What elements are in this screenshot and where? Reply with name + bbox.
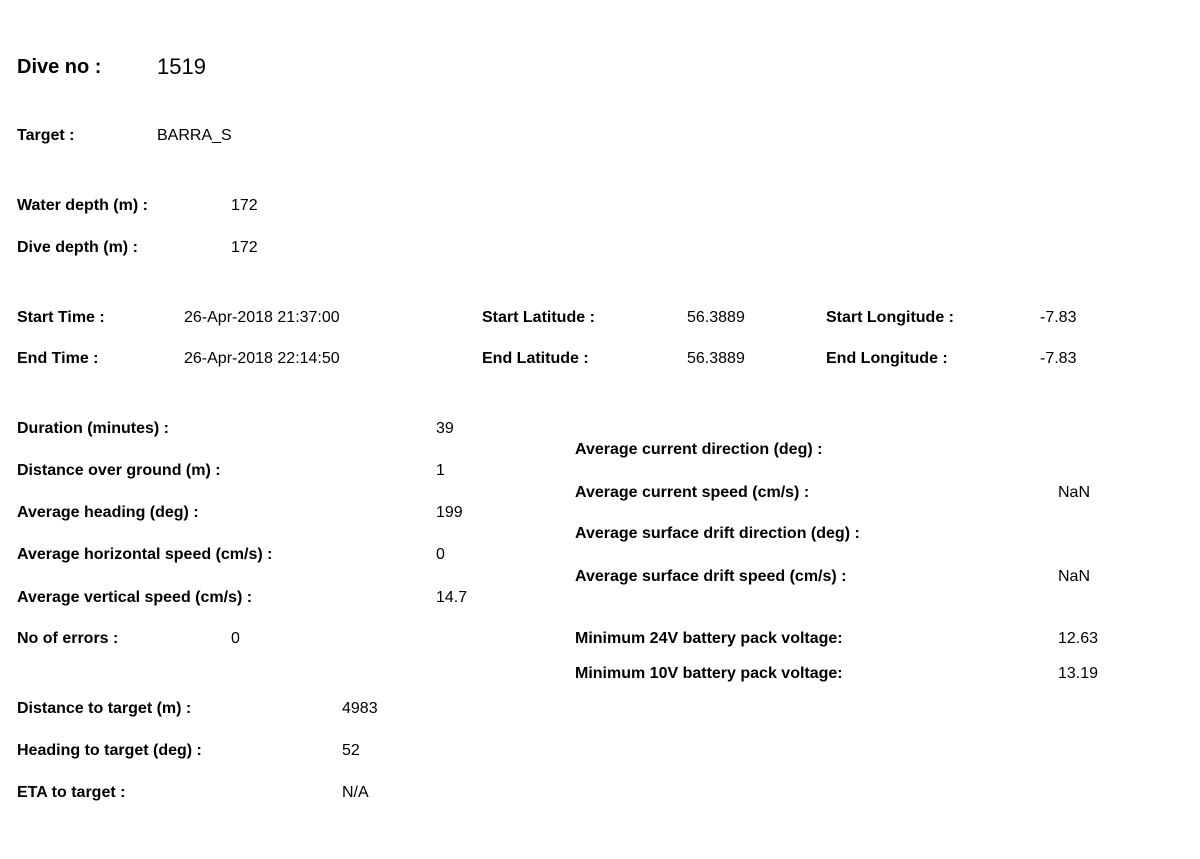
end-time-label: End Time : bbox=[17, 350, 99, 367]
average-horizontal-speed-value: 0 bbox=[436, 546, 445, 563]
end-latitude-label: End Latitude : bbox=[482, 350, 589, 367]
duration-label: Duration (minutes) : bbox=[17, 420, 169, 437]
average-heading-value: 199 bbox=[436, 504, 463, 521]
water-depth-value: 172 bbox=[231, 197, 258, 214]
no-of-errors-value: 0 bbox=[231, 630, 240, 647]
target-label: Target : bbox=[17, 127, 75, 144]
average-current-speed-value: NaN bbox=[1058, 484, 1091, 501]
average-horizontal-speed-label: Average horizontal speed (cm/s) : bbox=[17, 546, 273, 563]
min-24v-battery-value: 12.63 bbox=[1058, 630, 1099, 647]
start-longitude-value: -7.83 bbox=[1040, 309, 1077, 326]
average-current-direction-label: Average current direction (deg) : bbox=[575, 441, 823, 458]
start-latitude-value: 56.3889 bbox=[687, 309, 745, 326]
average-surface-drift-direction-label: Average surface drift direction (deg) : bbox=[575, 525, 860, 542]
average-vertical-speed-value: 14.7 bbox=[436, 589, 468, 606]
heading-to-target-label: Heading to target (deg) : bbox=[17, 742, 202, 759]
no-of-errors-label: No of errors : bbox=[17, 630, 119, 647]
water-depth-label: Water depth (m) : bbox=[17, 197, 148, 214]
start-time-value: 26-Apr-2018 21:37:00 bbox=[184, 309, 340, 326]
average-current-speed-label: Average current speed (cm/s) : bbox=[575, 484, 810, 501]
distance-to-target-value: 4983 bbox=[342, 700, 378, 717]
start-time-label: Start Time : bbox=[17, 309, 105, 326]
end-time-value: 26-Apr-2018 22:14:50 bbox=[184, 350, 340, 367]
distance-over-ground-value: 1 bbox=[436, 462, 445, 479]
distance-over-ground-label: Distance over ground (m) : bbox=[17, 462, 221, 479]
end-longitude-label: End Longitude : bbox=[826, 350, 948, 367]
dive-no-label: Dive no : bbox=[17, 56, 102, 78]
eta-to-target-label: ETA to target : bbox=[17, 784, 126, 801]
dive-depth-value: 172 bbox=[231, 239, 258, 256]
heading-to-target-value: 52 bbox=[342, 742, 360, 759]
duration-value: 39 bbox=[436, 420, 454, 437]
end-latitude-value: 56.3889 bbox=[687, 350, 745, 367]
average-heading-label: Average heading (deg) : bbox=[17, 504, 199, 521]
dive-depth-label: Dive depth (m) : bbox=[17, 239, 138, 256]
min-10v-battery-label: Minimum 10V battery pack voltage: bbox=[575, 665, 843, 682]
end-longitude-value: -7.83 bbox=[1040, 350, 1077, 367]
start-latitude-label: Start Latitude : bbox=[482, 309, 595, 326]
average-surface-drift-speed-value: NaN bbox=[1058, 568, 1091, 585]
average-surface-drift-speed-label: Average surface drift speed (cm/s) : bbox=[575, 568, 847, 585]
dive-no-value: 1519 bbox=[157, 54, 206, 79]
start-longitude-label: Start Longitude : bbox=[826, 309, 954, 326]
distance-to-target-label: Distance to target (m) : bbox=[17, 700, 192, 717]
average-vertical-speed-label: Average vertical speed (cm/s) : bbox=[17, 589, 253, 606]
min-24v-battery-label: Minimum 24V battery pack voltage: bbox=[575, 630, 843, 647]
target-value: BARRA_S bbox=[157, 127, 232, 144]
min-10v-battery-value: 13.19 bbox=[1058, 665, 1099, 682]
eta-to-target-value: N/A bbox=[342, 784, 369, 801]
